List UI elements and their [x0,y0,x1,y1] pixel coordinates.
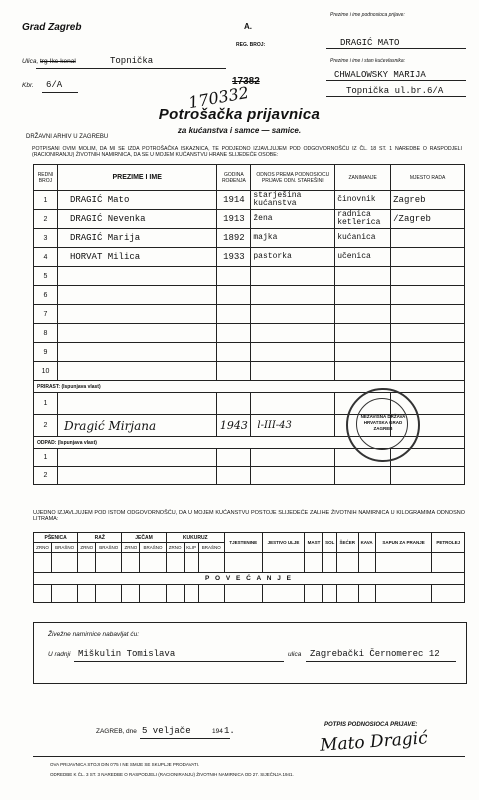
supply-cell [140,553,166,573]
supply-subitem: KLIP [184,543,198,553]
declaration-text: POTPISANI OVIM MOLIM, DA MI SE IZDA POTROŠAČKA ISKAZNICA, TE PODJEDNO IZJAVLJUJEM POD ODGOVORNOŠĆU IZ ČL. 18 ST. 1 NAREDBE O RASPODJELI (RACIONIRANJU) ŽIVOTNIH NAMIRNICA, DA SE U MOJEM KUĆANSTVU HRANE SLIJEDEĆE OSOBE: [32,146,462,158]
struck-reg-number: 17382 [232,76,260,87]
cell-no: 8 [34,324,58,343]
supply-subitem: BRAŠNO [140,543,166,553]
table-row [34,324,465,343]
increase-label: P O V E Ć A N J E [34,573,465,585]
form-subtitle: za kućanstva i samce — samice. [177,126,302,135]
supply-cell [305,585,323,603]
cell-mark: l-III-43 [251,415,335,437]
cell-relation: majka [251,229,335,248]
cell-workplace [391,305,465,324]
shop-value: Miškulin Tomislava [78,649,176,659]
supply-cell [323,553,336,573]
cell-name [57,343,216,362]
cell-no: 6 [34,286,58,305]
cell-relation [251,324,335,343]
cell-workplace: /Zagreb [391,210,465,229]
year-prefix: 194 [212,728,223,735]
supply-cell [305,553,323,573]
archive-label: DRŽAVNI ARHIV U ZAGREBU [26,134,109,140]
cell-year [217,393,251,415]
handwritten-reg-number: 170332 [186,82,251,113]
cell-year [217,286,251,305]
supply-cell [78,553,96,573]
header-workplace: MJESTO RADA [391,165,465,191]
supply-item: TJESTENINE [224,533,262,553]
cell-name: DRAGIĆ Nevenka [57,210,216,229]
header-relation: ODNOS PREMA PODNOSIOCU PRIJAVE ODN. STAREŠINI [251,165,335,191]
cell-name [57,324,216,343]
supply-group: PŠENICA [34,533,78,543]
cell-name: DRAGIĆ Mato [57,191,216,210]
supply-cell [336,553,358,573]
procure-label: Živežne namirnice nabavljat ću: [48,631,140,638]
street-label: ulica [288,651,302,658]
cell-name [57,393,216,415]
applicant-signature: Mato Dragić [319,728,429,756]
supplies-intro: UJEDNO IZJAVLJUJEM POD ISTOM ODGOVORNOŠĆU, DA U MOJEM KUĆANSTVU POSTOJE SLIJEDEĆE ZALIHE ŽIVOTNIH NAMIRNICA U KILOGRAMIMA ODNOSNO LITRAMA: [33,510,465,522]
cell-no: 2 [34,415,58,437]
supply-group: JEČAM [122,533,166,543]
kbr-label: Kbr. [22,82,34,89]
supply-cell [122,553,140,573]
footer-note-2: ODREDBE K ČL. 3 ST. 3 NAREDBE O RASPODJELI (RACIONIRANJU) ŽIVOTNIH NAMIRNICA OD 27. SIJEČNJA 1941. [50,772,294,777]
header-year: GODINA ROĐENJA [217,165,251,191]
landlord-label: Prezime i ime i stan kućevlasnika: [330,58,406,64]
cell-no: 1 [34,393,58,415]
cell-relation: starješina kućanstva [251,191,335,210]
date-label: dne [126,728,137,735]
cell-occupation: radnica ketlerica [335,210,391,229]
supply-item: KAVA [358,533,375,553]
cell-no: 5 [34,267,58,286]
cell-relation [251,362,335,381]
supply-cell [198,585,224,603]
cell-occupation: kućanica [335,229,391,248]
shop-label: U radnji [48,651,71,658]
cell-occupation [335,286,391,305]
cell-empty [57,449,216,467]
cell-no: 2 [34,210,58,229]
supply-cell [52,585,78,603]
supply-cell [432,553,465,573]
table-row [34,343,465,362]
prirast-label: PRIRAST: (Ispunjava vlast) [34,381,465,393]
cell-empty [217,449,251,467]
cell-year: 1914 [217,191,251,210]
table-row [34,229,465,248]
cell-workplace [391,229,465,248]
procurement-box [33,622,467,684]
cell-empty [217,467,251,485]
supply-cell [96,585,122,603]
supply-subitem: ZRNO [166,543,184,553]
supply-cell [198,553,224,573]
supply-cell [34,585,52,603]
cell-name: HORVAT Milica [57,248,216,267]
supply-cell [78,585,96,603]
cell-workplace [391,324,465,343]
cell-year [217,343,251,362]
supply-subitem: ZRNO [78,543,96,553]
cell-relation: žena [251,210,335,229]
cell-occupation: činovnik [335,191,391,210]
odpad-row [34,467,465,485]
supply-item: MAST [305,533,323,553]
supply-subitem: BRAŠNO [198,543,224,553]
supply-cell [52,553,78,573]
ulica-label: Ulica, [22,58,39,65]
date-value: 5 veljače [142,726,191,736]
cell-name [57,362,216,381]
supply-item: JESTIVO ULJE [262,533,305,553]
supplies-table [33,532,465,603]
cell-empty [251,467,335,485]
cell-year [217,305,251,324]
supply-cell [375,585,432,603]
form-letter: A. [244,22,252,31]
table-row [34,210,465,229]
ulica-value: Topnička [110,56,154,66]
table-row [34,191,465,210]
supply-group: KUKURUZ [166,533,224,543]
supply-cell [96,553,122,573]
cell-no: 10 [34,362,58,381]
supply-cell [140,585,166,603]
footer-note-1: OVA PRIJAVNICA STOJI DIN 0'75 I NE SMIJE SE SKUPLJE PRODAVATI. [50,762,200,767]
cell-name [57,286,216,305]
cell-occupation [335,267,391,286]
official-stamp [346,388,420,462]
cell-empty [251,449,335,467]
year-suffix: 1. [224,726,235,736]
cell-mark [251,393,335,415]
supply-cell [224,585,262,603]
cell-workplace [391,343,465,362]
cell-no: 1 [34,191,58,210]
supply-cell [358,585,375,603]
cell-year: 1943 [217,415,251,437]
cell-name: DRAGIĆ Marija [57,229,216,248]
supply-item: ŠEĆER [336,533,358,553]
cell-workplace [391,362,465,381]
table-row [34,362,465,381]
supply-cell [336,585,358,603]
supply-cell [262,585,305,603]
street-value: Zagrebački Černomerec 12 [310,649,440,659]
supply-subitem: ZRNO [34,543,52,553]
supply-item: SOL [323,533,336,553]
cell-year: 1913 [217,210,251,229]
cell-occupation [335,324,391,343]
cell-year: 1933 [217,248,251,267]
cell-occupation: učenica [335,248,391,267]
cell-empty [57,467,216,485]
reg-label: REG. BROJ: [236,42,266,48]
signature-label: POTPIS PODNOSIOCA PRIJAVE: [324,722,418,728]
supply-cell [184,585,198,603]
city-label: Grad Zagreb [22,22,82,33]
cell-no: 3 [34,229,58,248]
supply-cell [432,585,465,603]
cell-year [217,324,251,343]
cell-no: 1 [34,449,58,467]
cell-relation [251,305,335,324]
table-row [34,267,465,286]
header-occupation: ZANIMANJE [335,165,391,191]
cell-relation [251,286,335,305]
cell-workplace [391,286,465,305]
supply-cell [122,585,140,603]
cell-relation [251,267,335,286]
header-no: REDNI BROJ [34,165,58,191]
kbr-value: 6/A [46,80,63,90]
cell-relation [251,343,335,362]
cell-no: 4 [34,248,58,267]
table-row [34,248,465,267]
cell-year [217,267,251,286]
cell-empty [335,467,391,485]
odpad-label: ODPAD: (Ispunjava vlast) [34,437,465,449]
supply-item: SAPUN ZA PRANJE [375,533,432,553]
supply-cell [224,553,262,573]
table-row [34,305,465,324]
cell-occupation [335,305,391,324]
supply-cell [166,553,184,573]
table-row [34,286,465,305]
landlord-value: CHWALOWSKY MARIJA [334,70,426,80]
cell-empty [391,467,465,485]
cell-year [217,362,251,381]
supply-subitem: BRAŠNO [52,543,78,553]
form-title: Potrošačka prijavnica [158,106,321,123]
supply-cell [375,553,432,573]
supply-cell [34,553,52,573]
ulica-struck: trg-Ikc-kenal [40,58,76,65]
cell-relation: pastorka [251,248,335,267]
supply-subitem: ZRNO [122,543,140,553]
cell-no: 9 [34,343,58,362]
cell-name: Dragić Mirjana [57,415,216,437]
supply-group: RAŽ [78,533,122,543]
supply-cell [358,553,375,573]
cell-workplace: Zagreb [391,191,465,210]
supply-item: PETROLEJ [432,533,465,553]
supply-cell [323,585,336,603]
supply-subitem: BRAŠNO [96,543,122,553]
supply-cell [262,553,305,573]
address-value: Topnička ul.br.6/A [346,86,444,96]
cell-year: 1892 [217,229,251,248]
place-label: ZAGREB, [96,728,125,735]
stamp-text: NEZAVISNA DRŽAVA HRVATSKA GRAD ZAGREB [360,414,406,431]
cell-workplace [391,248,465,267]
header-name: PREZIME I IME [57,165,216,191]
cell-no: 7 [34,305,58,324]
supply-cell [166,585,184,603]
surname-value: DRAGIĆ MATO [340,38,400,48]
supply-cell [184,553,198,573]
cell-occupation [335,343,391,362]
cell-no: 2 [34,467,58,485]
cell-name [57,305,216,324]
cell-occupation [335,362,391,381]
surname-label: Prezime i ime podnosioca prijave: [330,12,405,18]
cell-name [57,267,216,286]
cell-workplace [391,267,465,286]
